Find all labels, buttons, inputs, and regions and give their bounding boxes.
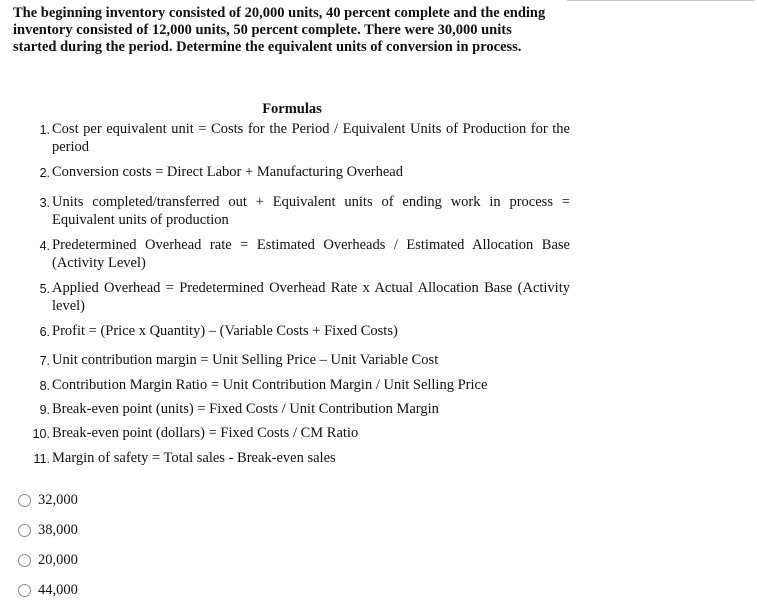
formula-number: 4. [39, 239, 50, 253]
formula-number: 6. [39, 325, 50, 339]
choice-label[interactable]: 38,000 [38, 522, 78, 538]
radio-button[interactable] [18, 524, 31, 537]
formula-item [39, 376, 570, 394]
choice-label[interactable]: 32,000 [38, 492, 78, 508]
radio-button[interactable] [18, 494, 31, 507]
formula-item [39, 279, 570, 315]
formula-item [39, 120, 570, 156]
formula-item [39, 193, 570, 229]
formula-number: 5. [39, 282, 50, 296]
radio-button[interactable] [18, 584, 31, 597]
formula-text: Predetermined Overhead rate = Estimated Overheads / Estimated Allocation Base (Activity Level) [52, 237, 570, 271]
formula-item [39, 236, 570, 272]
formula-text: Margin of safety = Total sales - Break-even sales [52, 450, 336, 466]
formula-item [32, 424, 570, 442]
formula-item [33, 449, 570, 467]
formula-text: Break-even point (dollars) = Fixed Costs / CM Ratio [52, 425, 359, 441]
formula-number: 2. [39, 166, 50, 180]
formula-number: 1. [39, 123, 50, 137]
formula-text: Cost per equivalent unit = Costs for the Period / Equivalent Units of Production for the period [52, 121, 570, 155]
answer-choice-3[interactable] [18, 550, 78, 570]
formula-text: Unit contribution margin = Unit Selling Price – Unit Variable Cost [52, 352, 439, 368]
formula-number: 11. [33, 452, 50, 466]
formula-item [39, 322, 570, 340]
answer-choice-4[interactable] [18, 580, 78, 600]
question-text: The beginning inventory consisted of 20,000 units, 40 percent complete and the ending inventory consisted of 12,000 units, 50 percent complete. There were 30,000 units started during the period. Determine the equivalent units of conversion in process. [13, 5, 546, 55]
formula-text: Contribution Margin Ratio = Unit Contribution Margin / Unit Selling Price [52, 377, 488, 393]
formula-text: Applied Overhead = Predetermined Overhead Rate x Actual Allocation Base (Activity level) [52, 280, 570, 314]
formula-item [39, 163, 570, 181]
formulas-title: Formulas [262, 101, 322, 117]
formula-number: 9. [39, 403, 50, 417]
formula-item [39, 400, 570, 418]
formula-text: Units completed/transferred out + Equivalent units of ending work in process = Equivalent units of production [52, 194, 570, 228]
formula-text: Profit = (Price x Quantity) – (Variable Costs + Fixed Costs) [52, 323, 398, 339]
formula-text: Conversion costs = Direct Labor + Manufacturing Overhead [52, 164, 403, 180]
answer-choice-2[interactable] [18, 520, 78, 540]
formula-number: 3. [39, 196, 50, 210]
formula-number: 7. [39, 354, 50, 368]
formula-item [39, 351, 570, 369]
formula-text: Break-even point (units) = Fixed Costs / Unit Contribution Margin [52, 401, 439, 417]
formula-number: 10. [32, 427, 50, 441]
choice-label[interactable]: 44,000 [38, 582, 78, 598]
choice-label[interactable]: 20,000 [38, 552, 78, 568]
formula-number: 8. [39, 379, 50, 393]
top-divider [567, 0, 755, 2]
answer-choice-1[interactable] [18, 490, 78, 510]
radio-button[interactable] [18, 554, 31, 567]
